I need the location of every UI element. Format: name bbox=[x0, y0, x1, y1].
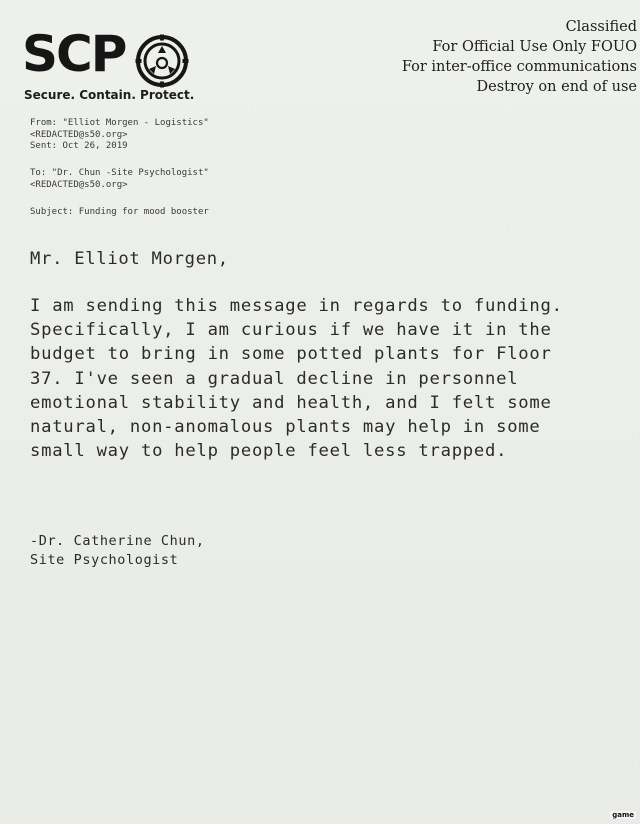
from-email: <REDACTED@s50.org> bbox=[30, 129, 128, 140]
scp-logo bbox=[22, 25, 202, 110]
classification-line: For Official Use Only FOUO bbox=[432, 39, 637, 55]
body-line: small way to help people feel less trapped. bbox=[30, 441, 508, 462]
logo-tagline: Secure. Contain. Protect. bbox=[24, 88, 195, 102]
sent-date: Sent: Oct 26, 2019 bbox=[30, 141, 128, 151]
to-line: To: "Dr. Chun -Site Psychologist" bbox=[30, 168, 209, 178]
body-line: budget to bring in some potted plants for Floor bbox=[30, 344, 552, 365]
letter-body bbox=[30, 294, 640, 463]
classification-block bbox=[402, 17, 637, 97]
subject-line: Subject: Funding for mood booster bbox=[30, 207, 209, 217]
body-line: I am sending this message in regards to funding. bbox=[30, 296, 563, 316]
body-line: natural, non-anomalous plants may help in some bbox=[30, 417, 541, 438]
body-line: Specifically, I am curious if we have it in the bbox=[30, 320, 552, 341]
salutation: Mr. Elliot Morgen, bbox=[30, 249, 229, 269]
body-line: 37. I've seen a gradual decline in personnel bbox=[30, 368, 519, 389]
from-block bbox=[30, 118, 209, 153]
to-block bbox=[30, 168, 209, 191]
signature-name: -Dr. Catherine Chun, bbox=[30, 533, 205, 549]
to-email: <REDACTED@s50.org> bbox=[30, 179, 128, 190]
classification-line: For inter-office communications bbox=[401, 59, 637, 75]
body-line: emotional stability and health, and I felt some bbox=[30, 392, 552, 413]
scp-foundation-emblem-icon bbox=[134, 33, 190, 89]
watermark: game bbox=[612, 811, 634, 819]
classification-line: Destroy on end of use bbox=[476, 79, 637, 95]
from-line: From: "Elliot Morgen - Logistics" bbox=[30, 118, 209, 128]
classification-line: Classified bbox=[565, 19, 637, 35]
signature-block bbox=[30, 532, 205, 570]
logo-wordmark: SCP bbox=[22, 25, 126, 83]
signature-title: Site Psychologist bbox=[30, 552, 179, 568]
